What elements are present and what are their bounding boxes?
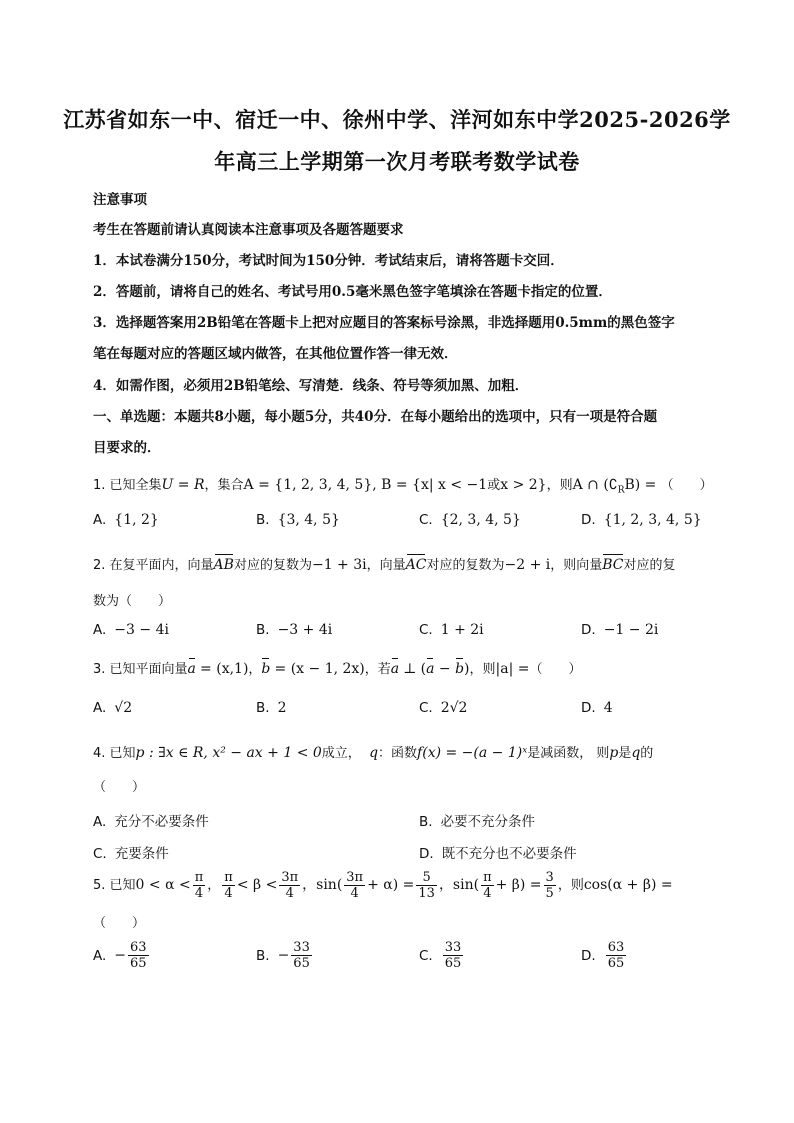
q3-cond-diff-a: a — [426, 661, 435, 677]
q3-option-b[interactable]: B. 2 — [256, 700, 287, 716]
q3-option-c-value: 2√2 — [440, 700, 468, 716]
notice-item-4: 4．如需作图，必须用2B铅笔绘、写清楚．线条、符号等须加黑、加粗． — [93, 378, 529, 394]
q3-cond-diff: (a − b) — [420, 661, 470, 677]
q5-sin-1: ，sin( — [302, 877, 343, 893]
q4-option-c-value: 充要条件 — [114, 846, 169, 862]
q3-a-value: = (x,1) — [200, 661, 249, 677]
q5-cond-1: 0 < α < — [135, 877, 191, 893]
q5-option-d-frac: $\frac{63}{65}$ — [607, 940, 625, 971]
q5-frac-7: $\frac{3}{5}$ — [545, 870, 554, 901]
q5-frac-2: $\frac{\pi}{4}$ — [224, 870, 233, 901]
q2-option-b-value: −3 + 4i — [277, 622, 333, 638]
q4-text-8: 的 — [640, 746, 654, 761]
q1-or: 或 — [487, 478, 501, 493]
q3-vector-b: b — [261, 661, 271, 677]
q1-sets: A = {1, 2, 3, 4, 5}, B = {x| x < −1 — [243, 477, 488, 493]
q4-option-a-value: 充分不必要条件 — [114, 814, 209, 830]
q2-vector-ac: AC — [405, 557, 427, 573]
q1-option-d[interactable]: D. {1, 2, 3, 4, 5} — [581, 512, 702, 528]
q5-paren: （ ） — [93, 916, 146, 931]
q3-text-3: ，则 — [469, 662, 496, 677]
q4-option-b-value: 必要不充分条件 — [440, 814, 536, 830]
q3-b-value: = (x − 1, 2x) — [274, 661, 365, 677]
q2-text-1: 2. 在复平面内，向量 — [93, 558, 214, 573]
q3-text-2: ，若 — [364, 662, 391, 677]
q1-sub: R — [617, 485, 625, 496]
q2-text-3: ，向量 — [366, 558, 406, 573]
q2-text-4: 对应的复数为 — [426, 558, 505, 573]
q3-option-d[interactable]: D. 4 — [581, 700, 613, 716]
question-1 — [93, 474, 713, 496]
q3-cond-diff-b: b — [455, 661, 465, 677]
q2-z2: −2 + i — [504, 557, 551, 573]
q4-function: f(x) = −(a − 1)ˣ — [417, 745, 528, 761]
q4-text-6: 是 — [618, 746, 632, 761]
q4-proposition-p: p : ∃x ∈ R, x² − ax + 1 < 0 — [135, 745, 322, 761]
q5-frac-3: $\frac{3\pi}{4}$ — [281, 870, 299, 901]
question-3 — [93, 658, 582, 677]
q2-text-2: 对应的复数为 — [233, 558, 312, 573]
q1-paren: （ ） — [660, 478, 713, 493]
q2-text-5: ，则向量 — [550, 558, 603, 573]
q4-option-d-value: 既不充分也不必要条件 — [441, 846, 577, 862]
q3-sep: ， — [248, 662, 262, 677]
q2-option-d-value: −1 − 2i — [603, 622, 659, 638]
q2-option-d[interactable]: D. −1 − 2i — [581, 622, 659, 638]
section-heading-a: 一、单选题：本题共8小题，每小题5分，共40分．在每小题给出的选项中，只有一项是符合题 — [93, 409, 658, 425]
q5-sin-2b: + β) = — [495, 877, 542, 893]
q2-text-6: 对应的复 — [623, 558, 676, 573]
q3-option-d-value: 4 — [603, 700, 613, 716]
q1-expr2: B) = — [624, 477, 657, 493]
q3-text-1: 3. 已知平面向量 — [93, 662, 188, 677]
section-heading-b: 目要求的． — [93, 440, 161, 456]
q5-cond-2: < β < — [236, 877, 278, 893]
q4-text-4: 是减函数， 则 — [527, 746, 610, 761]
q3-option-c[interactable]: C. 2√2 — [419, 700, 468, 716]
q5-sin-2: ，sin( — [438, 877, 480, 893]
q1-tail: x > 2} — [500, 477, 547, 493]
q5-sep: ， — [207, 878, 221, 893]
q5-frac-4: $\frac{3\pi}{4}$ — [346, 870, 364, 901]
q4-text-1: 4. 已知 — [93, 746, 136, 761]
q1-option-c[interactable]: C. {2, 3, 4, 5} — [419, 512, 521, 528]
q1-universal-set: U = R — [161, 477, 205, 493]
q1-prefix: 1. 已知全集 — [93, 478, 162, 493]
question-4 — [93, 742, 653, 761]
question-2 — [93, 554, 676, 573]
q3-cond-a: a — [390, 661, 400, 677]
q5-option-c[interactable]: C. $\frac{33}{65}$ — [419, 940, 462, 971]
q3-paren: （ ） — [529, 662, 582, 677]
q1-option-d-value: {1, 2, 3, 4, 5} — [603, 512, 702, 528]
q3-option-a[interactable]: A. √2 — [93, 700, 133, 716]
notice-intro: 考生在答题前请认真阅读本注意事项及各题答题要求 — [93, 222, 404, 238]
q5-option-b[interactable]: B. − $\frac{33}{65}$ — [256, 940, 310, 971]
q5-option-a-sign: − — [114, 947, 127, 964]
q4-option-a[interactable]: A. 充分不必要条件 — [93, 814, 209, 830]
q4-q2: q — [631, 745, 641, 761]
q4-option-d[interactable]: D. 既不充分也不必要条件 — [419, 846, 577, 862]
q3-perp: ⊥ — [403, 661, 417, 677]
q1-option-a[interactable]: A. {1, 2} — [93, 512, 159, 528]
question-5 — [93, 870, 673, 901]
q5-frac-6: $\frac{\pi}{4}$ — [483, 870, 492, 901]
q2-option-c-value: 1 + 2i — [440, 622, 484, 638]
q3-option-b-value: 2 — [277, 700, 287, 716]
exam-title-line-1: 江苏省如东一中、宿迁一中、徐州中学、洋河如东中学2025-2026学 — [63, 107, 731, 132]
q2-vector-bc: BC — [602, 557, 624, 573]
q5-text-2: ，则 — [557, 878, 584, 893]
q3-norm: |a| = — [495, 661, 530, 677]
q3-vector-a: a — [187, 661, 196, 677]
notice-item-3b: 笔在每题对应的答题区域内做答，在其他位置作答一律无效． — [93, 346, 458, 362]
q4-text-2: 成立， — [321, 746, 361, 761]
q5-text-1: 5. 已知 — [93, 878, 136, 893]
q5-option-b-frac: $\frac{33}{65}$ — [293, 940, 310, 971]
notice-item-3a: 3．选择题答案用2B铅笔在答题卡上把对应题目的答案标号涂黑，非选择题用0.5mm的黑色签字 — [93, 315, 675, 331]
q2-option-b[interactable]: B. −3 + 4i — [256, 622, 333, 638]
q5-cos: cos(α + β) = — [583, 877, 673, 893]
q2-line-2: 数为（ ） — [93, 594, 172, 609]
q1-expr: A ∩ (∁ — [572, 477, 618, 493]
q2-option-a-value: −3 − 4i — [114, 622, 169, 638]
q5-option-b-sign: − — [277, 947, 290, 964]
q5-frac-1: $\frac{\pi}{4}$ — [194, 870, 204, 901]
q1-then: ，则 — [546, 478, 573, 493]
q5-option-a[interactable]: A. − $\frac{63}{65}$ — [93, 940, 147, 971]
q2-vector-ab: AB — [213, 557, 234, 573]
q2-option-a[interactable]: A. −3 − 4i — [93, 622, 169, 638]
q4-q: q — [369, 745, 379, 761]
q4-option-b[interactable]: B. 必要不充分条件 — [419, 814, 536, 830]
q3-option-a-value: √2 — [114, 700, 133, 716]
q4-option-c[interactable]: C. 充要条件 — [93, 846, 169, 862]
q5-frac-5: $\frac{5}{13}$ — [418, 870, 435, 901]
q1-option-a-value: {1, 2} — [114, 512, 159, 528]
notice-item-2: 2．答题前，请将自己的姓名、考试号用0.5毫米黑色签字笔填涂在答题卡指定的位置． — [93, 284, 612, 300]
q1-option-c-value: {2, 3, 4, 5} — [440, 512, 521, 528]
q4-p: p — [609, 745, 619, 761]
q1-mid: ，集合 — [204, 478, 244, 493]
notice-item-1: 1．本试卷满分150分，考试时间为150分钟．考试结束后，请将答题卡交回． — [93, 253, 564, 269]
q1-option-b[interactable]: B. {3, 4, 5} — [256, 512, 340, 528]
q5-sin-1b: + α) = — [367, 877, 415, 893]
q5-option-d[interactable]: D. $\frac{63}{65}$ — [581, 940, 625, 971]
exam-title-line-2: 年高三上学期第一次月考联考数学试卷 — [214, 149, 580, 174]
q1-option-b-value: {3, 4, 5} — [277, 512, 340, 528]
q2-z1: −1 + 3i — [311, 557, 367, 573]
q4-paren: （ ） — [93, 780, 146, 795]
q5-option-c-frac: $\frac{33}{65}$ — [444, 940, 462, 971]
q4-text-3: ：函数 — [378, 746, 418, 761]
q5-option-a-frac: $\frac{63}{65}$ — [130, 940, 147, 971]
notice-heading: 注意事项 — [93, 192, 147, 208]
q2-option-c[interactable]: C. 1 + 2i — [419, 622, 484, 638]
